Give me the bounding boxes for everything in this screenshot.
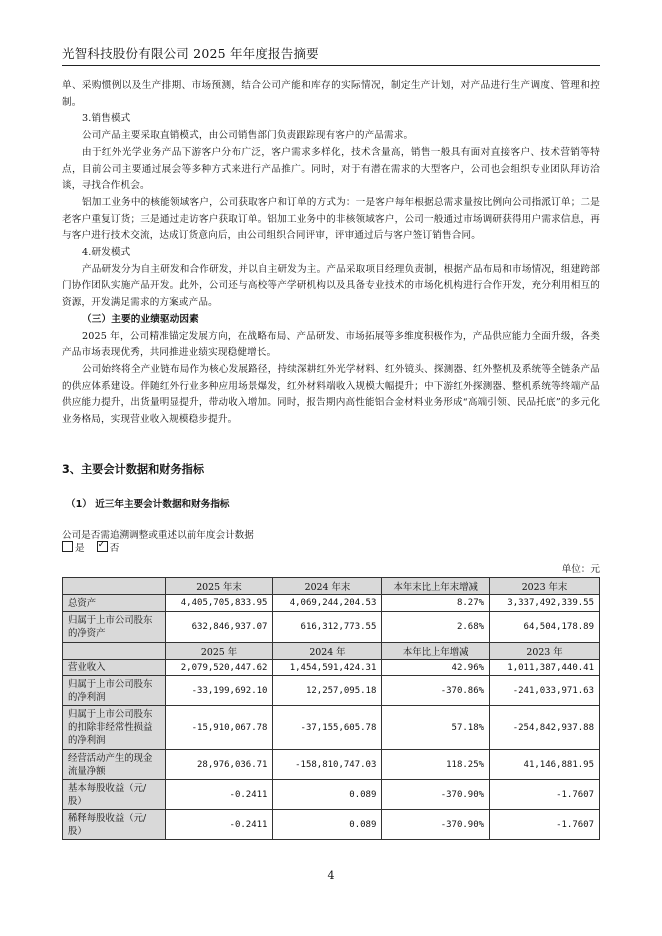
table-cell: -0.2411 [165,810,273,840]
financial-data-table [62,577,600,840]
table-cell: -1.7607 [490,810,600,840]
table-row [63,612,600,643]
table-header-cell: 2025 年末 [165,578,273,595]
table-corner-cell [63,643,166,660]
table-cell: 118.25% [382,750,490,780]
table-cell: 41,146,881.95 [490,750,600,780]
table-cell: 42.96% [382,660,490,676]
row-label: 归属于上市公司股东的扣除非经常性损益的净利润 [63,706,166,750]
table-header-cell: 2023 年末 [490,578,600,595]
table-cell: -254,842,937.88 [490,706,600,750]
option-no-label: 否 [109,543,120,554]
table-cell: 1,011,387,440.41 [490,660,600,676]
table-cell: -370.86% [382,676,490,706]
restatement-options [62,540,119,554]
heading-rd-model: 4.研发模式 [82,247,131,259]
header-divider [62,65,600,66]
table-cell: 8.27% [382,595,490,612]
restatement-question: 公司是否需追溯调整或重述以前年度会计数据 [62,530,254,541]
table-row [63,810,600,840]
section-title: 3、主要会计数据和财务指标 [62,463,205,476]
table-cell: -241,033,971.63 [490,676,600,706]
table-cell: 4,069,244,204.53 [273,595,382,612]
table-cell: 57.18% [382,706,490,750]
body-text [62,78,600,429]
table-corner-cell [63,578,166,595]
table-cell: 0.089 [273,810,382,840]
table-row [63,660,600,676]
table-header-cell: 2023 年 [490,643,600,660]
heading-sales-model: 3.销售模式 [82,113,131,125]
unit-label: 单位：元 [561,564,600,575]
paragraph-drivers-2025: 2025 年，公司精准锚定发展方向，在战略布局、产品研发、市场拓展等多维度积极作为，产品供应能力全面升级，各类产品市场表现优秀，共同推进业绩实现稳健增长。 [62,330,600,359]
table-row [63,595,600,612]
row-label: 稀释每股收益（元/股） [63,810,166,840]
row-label: 归属于上市公司股东的净资产 [63,612,166,643]
table-header-row [63,643,600,660]
row-label: 经营活动产生的现金流量净额 [63,750,166,780]
table-cell: -370.90% [382,780,490,810]
table-cell: 616,312,773.55 [273,612,382,643]
table-cell: 28,976,036.71 [165,750,273,780]
paragraph-sales-infrared: 由于红外光学业务产品下游客户分布广泛，客户需求多样化，技术含量高，销售一般具有面对直接客户、技术营销等特点，目前公司主要通过展会等多种方式来进行产品推广。同时，对于有潜在需求的大型客户，公司也会组织专业团队拜访洽谈，寻找合作机会。 [62,146,600,192]
table-header-cell: 2025 年 [165,643,273,660]
table-cell: -158,810,747.03 [273,750,382,780]
page-number: 4 [327,869,335,882]
table-row [63,676,600,706]
checkbox-yes-icon [62,541,73,552]
paragraph-procurement-cont: 单、采购惯例以及生产排期、市场预测，结合公司产能和库存的实际情况，制定生产计划，对产品进行生产调度、管理和控制。 [62,80,600,108]
paragraph-sales-direct: 公司产品主要采取直销模式，由公司销售部门负责跟踪现有客户的产品需求。 [82,130,414,142]
table-cell: 12,257,095.18 [273,676,382,706]
table-cell: -15,910,067.78 [165,706,273,750]
paragraph-rd: 产品研发分为自主研发和合作研发，并以自主研发为主。产品采取项目经理负责制，根据产品布局和市场情况，组建跨部门协作团队实施产品开发。此外，公司还与高校等产学研机构以及具备专业技术的市场化机构进行合作开发，充分利用相互的资源，开发满足需求的方案或产品。 [62,263,600,309]
row-label: 基本每股收益（元/股） [63,780,166,810]
option-yes-label: 是 [75,543,85,554]
table-row [63,706,600,750]
table-header-cell: 2024 年末 [273,578,382,595]
table-row [63,780,600,810]
table-cell: 64,504,178.89 [490,612,600,643]
paragraph-sales-aluminum: 铝加工业务中的核能领域客户，公司获取客户和订单的方式为：一是客户每年根据总需求量按比例向公司指派订单；二是老客户重复订货；三是通过走访客户获取订单。铝加工业务中的非核领域客户，公司一般通过市场调研获得用户需求信息，再与客户进行技术交流，达成订货意向后，由公司组织合同评审，评审通过后与客户签订销售合同。 [62,196,600,242]
table-header-cell: 2024 年 [273,643,382,660]
row-label: 归属于上市公司股东的净利润 [63,676,166,706]
table-cell: -1.7607 [490,780,600,810]
table-cell: 632,846,937.07 [165,612,273,643]
table-header-row [63,578,600,595]
table-cell: 0.089 [273,780,382,810]
table-cell: 3,337,492,339.55 [490,595,600,612]
section-subtitle: （1） 近三年主要会计数据和财务指标 [66,499,230,510]
table-cell: -37,155,605.78 [273,706,382,750]
row-label: 总资产 [63,595,166,612]
table-cell: 2,079,520,447.62 [165,660,273,676]
table-cell: 2.68% [382,612,490,643]
paragraph-drivers-industry-chain: 公司始终将全产业链布局作为核心发展路径，持续深耕红外光学材料、红外镜头、探测器、红外整机及系统等全链条产品的供应体系建设。伴随红外行业多种应用场景爆发，红外材料端收入规模大幅提升；中下游红外探测器、整机系统等终端产品供应能力提升，出货量明显提升，带动收入增加。同时，报告期内高性能铝合金材料业务形成“高端引领、民品托底”的多元化业务格局，实现营业收入规模稳步提升。 [62,363,600,426]
heading-performance-drivers: （三）主要的业绩驱动因素 [82,313,199,325]
row-label: 营业收入 [63,660,166,676]
table-cell: -0.2411 [165,780,273,810]
table-header-cell: 本年比上年增减 [382,643,490,660]
table-cell: 4,405,705,833.95 [165,595,273,612]
checkbox-no-checked-icon [97,541,108,552]
table-header-cell: 本年末比上年末增减 [382,578,490,595]
table-cell: 1,454,591,424.31 [273,660,382,676]
table-cell: -33,199,692.10 [165,676,273,706]
table-row [63,750,600,780]
report-header-title: 光智科技股份有限公司 2025 年年度报告摘要 [62,46,319,61]
table-cell: -370.90% [382,810,490,840]
